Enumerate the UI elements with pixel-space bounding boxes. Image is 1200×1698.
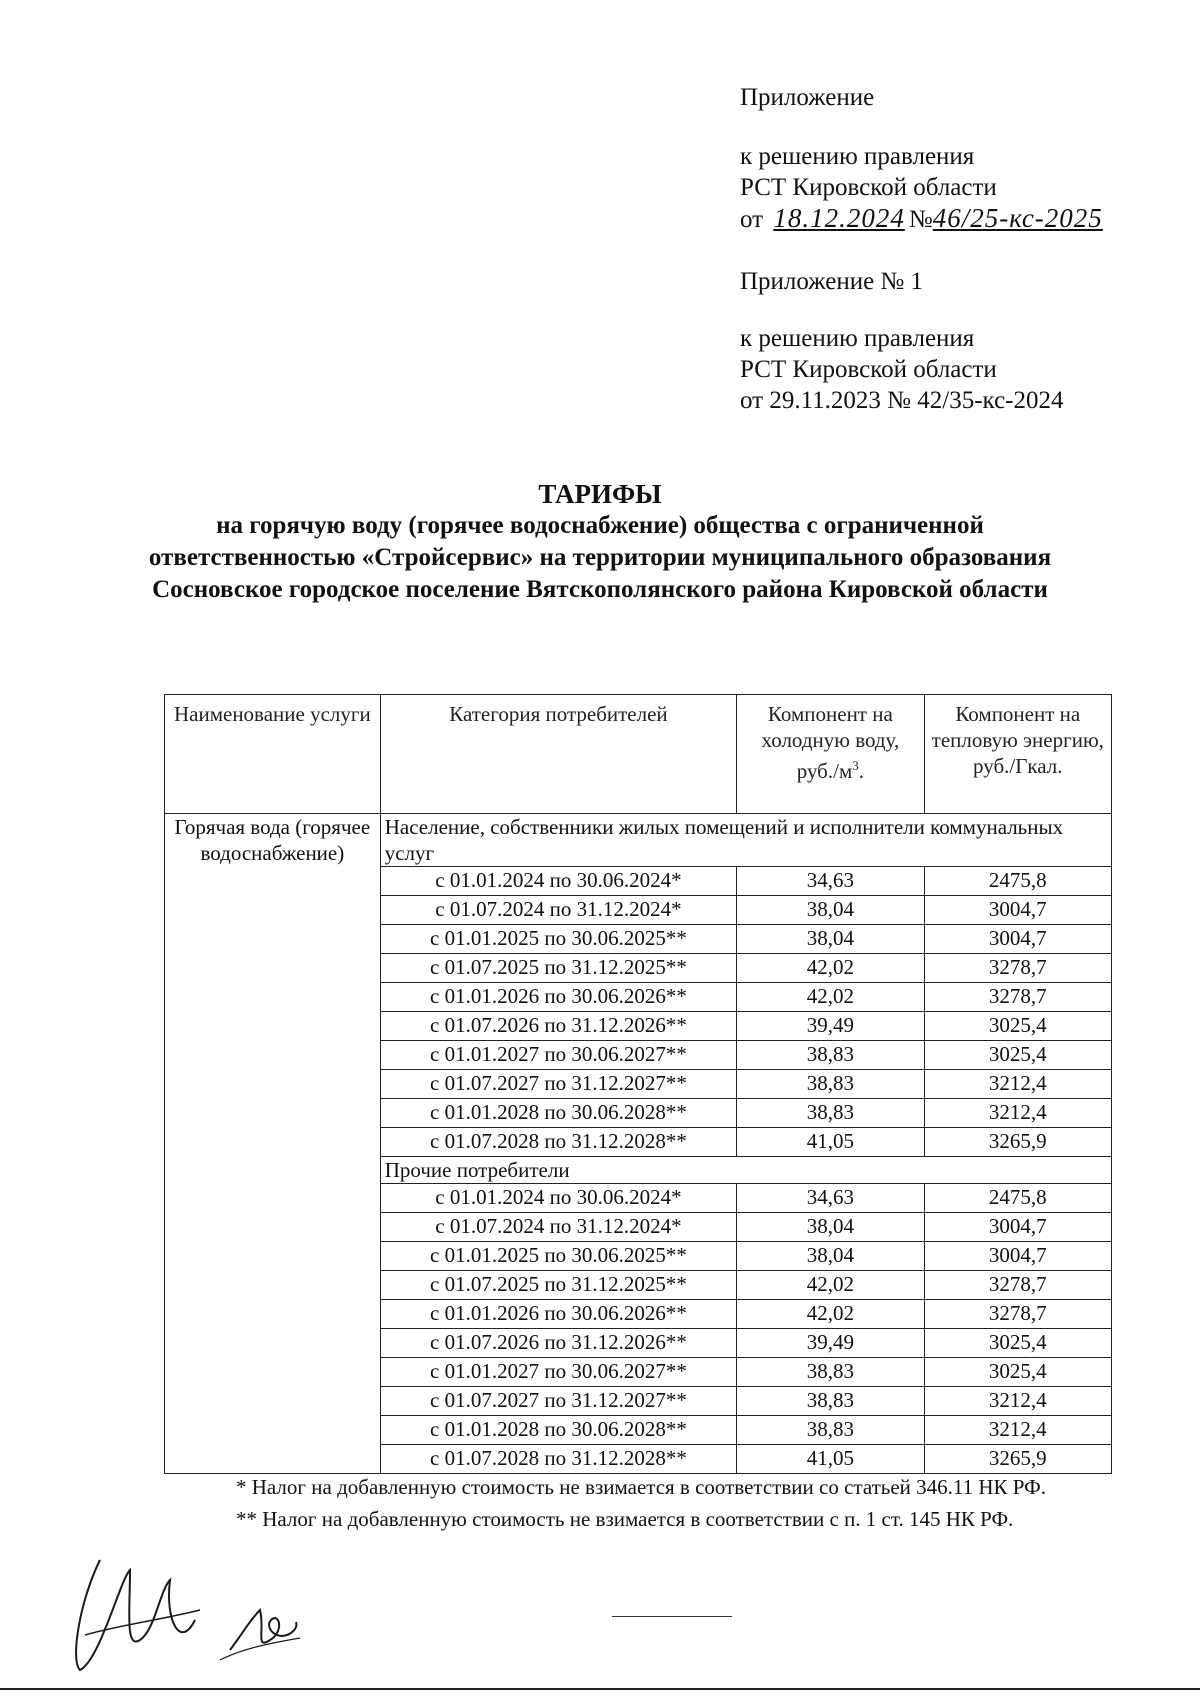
tariffs-table bbox=[164, 694, 1112, 1474]
period-cell: с 01.01.2027 по 30.06.2027** bbox=[380, 1358, 736, 1387]
cold-water-value: 38,04 bbox=[737, 925, 924, 954]
cold-water-value: 34,63 bbox=[737, 867, 924, 896]
heat-value: 3025,4 bbox=[924, 1041, 1111, 1070]
cold-water-value: 39,49 bbox=[737, 1012, 924, 1041]
cold-water-value: 39,49 bbox=[737, 1329, 924, 1358]
heat-value: 3004,7 bbox=[924, 1242, 1111, 1271]
period-cell: с 01.01.2025 по 30.06.2025** bbox=[380, 1242, 736, 1271]
authority-line: РСТ Кировской области bbox=[740, 174, 997, 201]
cold-water-value: 34,63 bbox=[737, 1184, 924, 1213]
heat-value: 3265,9 bbox=[924, 1445, 1111, 1474]
heat-value: 3004,7 bbox=[924, 925, 1111, 954]
cold-water-value: 42,02 bbox=[737, 954, 924, 983]
period-cell: с 01.07.2027 по 31.12.2027** bbox=[380, 1387, 736, 1416]
period-cell: с 01.01.2026 по 30.06.2026** bbox=[380, 983, 736, 1012]
appendix-title: Приложение bbox=[740, 84, 875, 111]
period-cell: с 01.07.2025 по 31.12.2025** bbox=[380, 954, 736, 983]
period-cell: с 01.01.2028 по 30.06.2028** bbox=[380, 1416, 736, 1445]
appendix-1-header bbox=[740, 266, 1064, 416]
footnotes bbox=[164, 1474, 1112, 1538]
heat-value: 3278,7 bbox=[924, 954, 1111, 983]
heat-value: 3212,4 bbox=[924, 1099, 1111, 1128]
heat-value: 3278,7 bbox=[924, 983, 1111, 1012]
table-header-row bbox=[165, 695, 1112, 814]
cold-water-value: 42,02 bbox=[737, 983, 924, 1012]
period-cell: с 01.01.2028 по 30.06.2028** bbox=[380, 1099, 736, 1128]
cold-water-value: 38,83 bbox=[737, 1416, 924, 1445]
heat-value: 3004,7 bbox=[924, 896, 1111, 925]
footnote-vat-346: * Налог на добавленную стоимость не взимается в соответствии со статьей 346.11 НК РФ. bbox=[236, 1475, 1046, 1499]
decision-line: к решению правления bbox=[740, 143, 975, 170]
cold-water-value: 41,05 bbox=[737, 1128, 924, 1157]
period-cell: с 01.07.2025 по 31.12.2025** bbox=[380, 1271, 736, 1300]
period-cell: с 01.07.2028 по 31.12.2028** bbox=[380, 1128, 736, 1157]
cold-water-value: 38,83 bbox=[737, 1070, 924, 1099]
period-cell: с 01.07.2026 по 31.12.2026** bbox=[380, 1012, 736, 1041]
period-cell: с 01.01.2025 по 30.06.2025** bbox=[380, 925, 736, 954]
decision-date-line: от 18.12.2024 №46/25-кс-2025 bbox=[740, 203, 1103, 233]
page-bottom-rule bbox=[0, 1688, 1200, 1690]
decision-date-line: от 29.11.2023 № 42/35-кс-2024 bbox=[740, 387, 1064, 414]
cold-water-value: 38,83 bbox=[737, 1358, 924, 1387]
category-cell: Прочие потребители bbox=[380, 1157, 1111, 1184]
cold-water-value: 41,05 bbox=[737, 1445, 924, 1474]
category-row bbox=[165, 814, 1112, 867]
header-cold-water: Компонент на холодную воду, $руб./м^3$. bbox=[737, 695, 924, 814]
handwritten-number: 46/25-кс-2025 bbox=[932, 203, 1103, 233]
cold-water-value: 38,83 bbox=[737, 1041, 924, 1070]
heat-value: 3212,4 bbox=[924, 1416, 1111, 1445]
heat-value: 3278,7 bbox=[924, 1271, 1111, 1300]
category-cell: Население, собственники жилых помещений и исполнители коммунальных услуг bbox=[380, 814, 1111, 867]
appendix-header bbox=[740, 82, 1103, 235]
title-subtitle: на горячую воду (горячее водоснабжение) общества с ограниченной ответственностью «Стройсервис» на территории муниципального образования Сосновское городское поселение Вятскополянского района Кировской области bbox=[148, 512, 1052, 603]
heat-value: 3278,7 bbox=[924, 1300, 1111, 1329]
period-cell: с 01.01.2027 по 30.06.2027** bbox=[380, 1041, 736, 1070]
header-heat: Компонент на тепловую энергию, руб./Гкал. bbox=[924, 695, 1111, 814]
period-cell: с 01.07.2028 по 31.12.2028** bbox=[380, 1445, 736, 1474]
heat-value: 3212,4 bbox=[924, 1070, 1111, 1099]
separator-line bbox=[612, 1616, 732, 1617]
period-cell: с 01.07.2024 по 31.12.2024* bbox=[380, 1213, 736, 1242]
table-body bbox=[165, 814, 1112, 1474]
decision-line: к решению правления bbox=[740, 325, 975, 352]
header-category: Категория потребителей bbox=[380, 695, 736, 814]
signature-image bbox=[60, 1540, 340, 1690]
heat-value: 2475,8 bbox=[924, 867, 1111, 896]
heat-value: 3025,4 bbox=[924, 1329, 1111, 1358]
period-cell: с 01.01.2026 по 30.06.2026** bbox=[380, 1300, 736, 1329]
period-cell: с 01.07.2024 по 31.12.2024* bbox=[380, 896, 736, 925]
heat-value: 2475,8 bbox=[924, 1184, 1111, 1213]
header-service: Наименование услуги bbox=[165, 695, 381, 814]
heat-value: 3265,9 bbox=[924, 1128, 1111, 1157]
handwritten-date: 18.12.2024 bbox=[773, 203, 905, 233]
cold-water-value: 38,83 bbox=[737, 1387, 924, 1416]
document-title bbox=[20, 478, 1180, 606]
cold-water-value: 38,83 bbox=[737, 1099, 924, 1128]
period-cell: с 01.07.2027 по 31.12.2027** bbox=[380, 1070, 736, 1099]
service-name-cell: Горячая вода (горячее водоснабжение) bbox=[165, 814, 381, 1474]
cold-water-value: 38,04 bbox=[737, 1213, 924, 1242]
heat-value: 3025,4 bbox=[924, 1358, 1111, 1387]
heat-value: 3025,4 bbox=[924, 1012, 1111, 1041]
period-cell: с 01.01.2024 по 30.06.2024* bbox=[380, 1184, 736, 1213]
heat-value: 3212,4 bbox=[924, 1387, 1111, 1416]
cold-water-value: 42,02 bbox=[737, 1300, 924, 1329]
heat-value: 3004,7 bbox=[924, 1213, 1111, 1242]
authority-line: РСТ Кировской области bbox=[740, 356, 997, 383]
footnote-vat-145: ** Налог на добавленную стоимость не взимается в соответствии с п. 1 ст. 145 НК РФ. bbox=[236, 1507, 1014, 1531]
cold-water-value: 38,04 bbox=[737, 896, 924, 925]
title-main: ТАРИФЫ bbox=[538, 479, 662, 509]
appendix-title: Приложение № 1 bbox=[740, 268, 924, 295]
period-cell: с 01.07.2026 по 31.12.2026** bbox=[380, 1329, 736, 1358]
cold-water-value: 42,02 bbox=[737, 1271, 924, 1300]
cold-water-value: 38,04 bbox=[737, 1242, 924, 1271]
period-cell: с 01.01.2024 по 30.06.2024* bbox=[380, 867, 736, 896]
